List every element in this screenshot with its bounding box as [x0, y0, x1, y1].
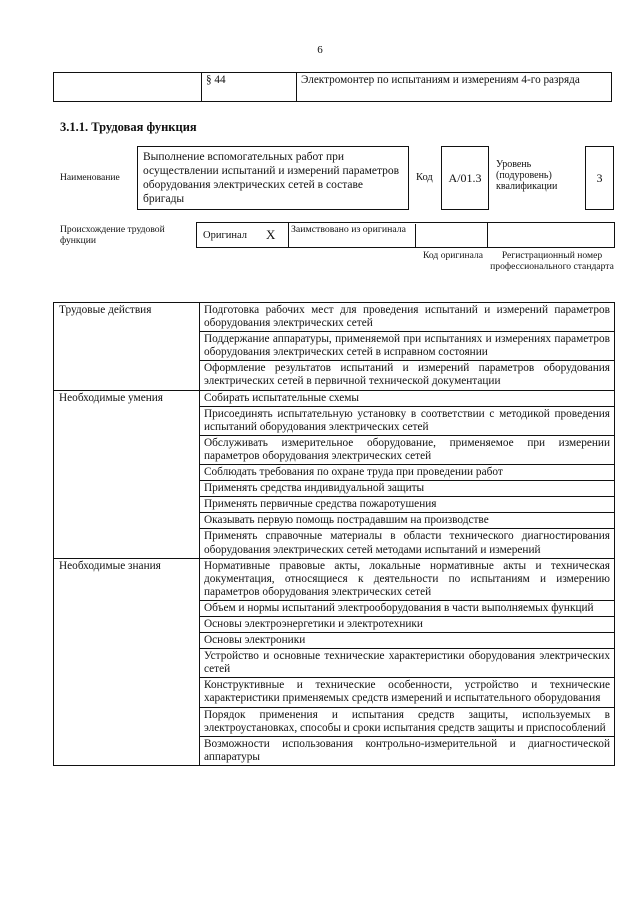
- code-caption: Код оригинала: [422, 250, 484, 261]
- table-cell: Собирать испытательные схемы: [200, 390, 615, 406]
- category-required-knowledge: Необходимые знания: [54, 558, 200, 765]
- function-code: А/01.3: [441, 146, 489, 210]
- table-cell: Поддержание аппаратуры, применяемой при испытаниях и измерениях параметров оборудования электрических сетей в исправном состоянии: [200, 332, 615, 361]
- table-cell: Применять первичные средства пожаротушения: [200, 497, 615, 513]
- code-label: Код: [416, 172, 433, 183]
- reg-caption: Регистрационный номер профессионального стандарта: [490, 250, 614, 272]
- reference-row: [53, 72, 612, 102]
- table-cell: Оформление результатов испытаний и измерений параметров оборудования электрических сетей в первичной технической документации: [200, 361, 615, 390]
- category-labor-actions: Трудовые действия: [54, 303, 200, 391]
- section-title: 3.1.1. Трудовая функция: [60, 120, 197, 134]
- reference-profession: Электромонтер по испытаниям и измерениям 4-го разряда: [297, 73, 612, 102]
- original-code-cell: [419, 223, 488, 247]
- table-cell: Присоединять испытательную установку в соответствии с методикой проведения испытаний оборудования электрических сетей: [200, 406, 615, 435]
- table-cell: Применять средства индивидуальной защиты: [200, 481, 615, 497]
- table-cell: Основы электроэнергетики и электротехники: [200, 616, 615, 632]
- table-cell: Устройство и основные технические характеристики оборудования электрических сетей: [200, 649, 615, 678]
- original-cell: [197, 223, 289, 247]
- original-mark: X: [266, 227, 276, 242]
- category-required-skills: Необходимые умения: [54, 390, 200, 558]
- name-label: Наименование: [60, 172, 120, 183]
- page-number: 6: [317, 44, 323, 56]
- table-cell: Оказывать первую помощь пострадавшим на производстве: [200, 513, 615, 529]
- reference-paragraph: § 44: [202, 73, 297, 102]
- origin-label: Происхождение трудовой функции: [60, 224, 165, 246]
- level-label: Уровень (подуровень) квалификации: [496, 159, 558, 192]
- labor-function-table: [53, 302, 615, 766]
- table-row: [54, 558, 615, 600]
- borrowed-cell: Заимствовано из оригинала: [291, 224, 416, 247]
- table-cell: Порядок применения и испытания средств защиты, используемых в электроустановках, способы и сроки испытания средств защиты и приспособлений: [200, 707, 615, 736]
- qualification-level: 3: [585, 146, 614, 210]
- reference-empty-cell: [54, 73, 202, 102]
- table-cell: Подготовка рабочих мест для проведения испытаний и измерений параметров оборудования электрических сетей: [200, 303, 615, 332]
- table-cell: Конструктивные и технические особенности, устройство и технические характеристики применяемых средств измерений и испытательного оборудования: [200, 678, 615, 707]
- origin-row: [196, 222, 615, 248]
- table-cell: Применять справочные материалы в области технического диагностирования оборудования электрических сетей методами испытаний и измерений: [200, 529, 615, 558]
- table-cell: Основы электроники: [200, 633, 615, 649]
- table-cell: Соблюдать требования по охране труда при проведении работ: [200, 465, 615, 481]
- table-row: [54, 390, 615, 406]
- table-cell: Возможности использования контрольно-измерительной и диагностической аппаратуры: [200, 736, 615, 765]
- original-label: Оригинал: [203, 230, 247, 241]
- table-row: [54, 303, 615, 332]
- table-cell: Нормативные правовые акты, локальные нормативные акты и техническая документация, относящиеся к деятельности по испытаниям и измерению параметров оборудования электрических сетей: [200, 558, 615, 600]
- table-cell: Обслуживать измерительное оборудование, применяемое при измерении параметров оборудования электрических сетей: [200, 435, 615, 464]
- table-cell: Объем и нормы испытаний электрооборудования в части выполняемых функций: [200, 600, 615, 616]
- function-name: Выполнение вспомогательных работ при осуществлении испытаний и измерений параметров оборудования электрических сетей в составе бригады: [137, 146, 409, 210]
